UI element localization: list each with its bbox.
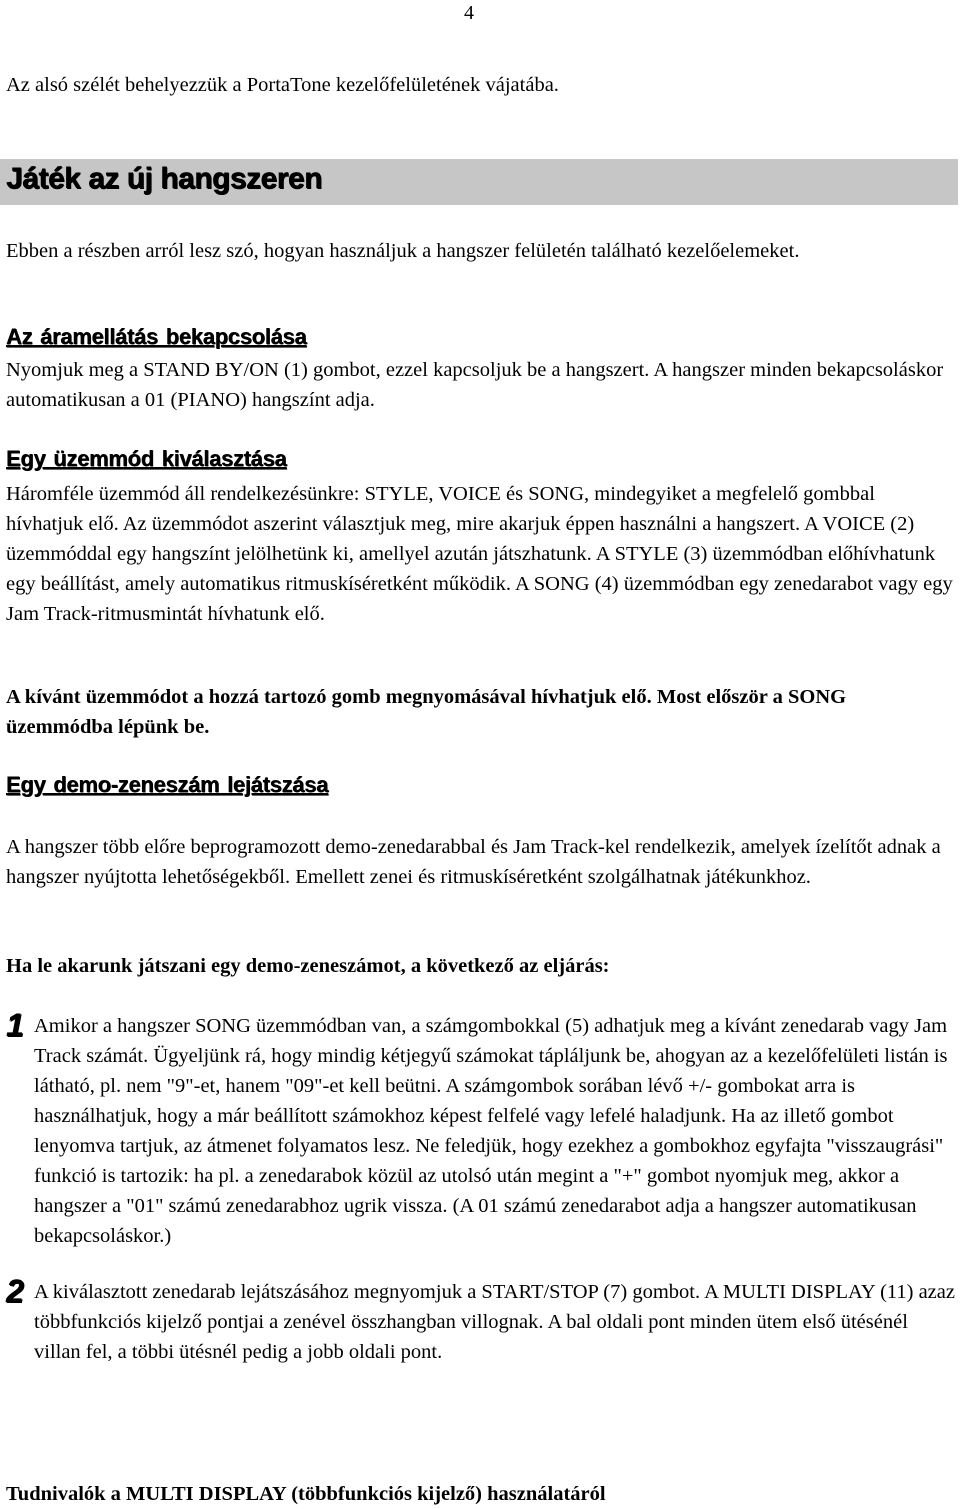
power-heading: Az áramellátás bekapcsolása <box>6 324 307 349</box>
intro-paragraph: Az alsó szélét behelyezzük a PortaTone kezelőfelületének vájatába. <box>6 74 559 96</box>
page-number: 4 <box>464 2 474 24</box>
step-number: 2 <box>6 1273 24 1309</box>
mode-heading: Egy üzemmód kiválasztása <box>6 446 287 471</box>
footer-heading: Tudnivalók a MULTI DISPLAY (többfunkciós kijelző) használatáról <box>6 1483 606 1505</box>
demo-heading: Egy demo-zeneszám lejátszása <box>6 772 329 797</box>
mode-note: A kívánt üzemmódot a hozzá tartozó gomb megnyomásával hívhatjuk elő. Most először a SONG üzemmódba lépünk be. <box>6 686 847 738</box>
section-title: Játék az új hangszeren <box>6 162 322 195</box>
procedure-heading: Ha le akarunk játszani egy demo-zeneszámot, a következő az eljárás: <box>6 955 610 977</box>
step-number: 1 <box>6 1007 24 1043</box>
mode-paragraph: Háromféle üzemmód áll rendelkezésünkre: STYLE, VOICE és SONG, mindegyiket a megfelelő gombbal hívhatjuk elő. Az üzemmódot aszerint választjuk meg, mire akarjuk éppen használni a hangszert. A VOICE (2) üzemmóddal egy hangszínt jelölhetünk ki, amellyel azután játszhatunk. A STYLE (3) üzemmódban előhívhatunk egy beállítást, amely automatikus ritmuskíséretként működik. A SONG (4) üzemmódban egy zenedarabot vagy egy Jam Track-ritmusmintát hívhatunk elő. <box>6 483 953 625</box>
section-intro-paragraph: Ebben a részben arról lesz szó, hogyan használjuk a hangszer felületén található kezelőelemeket. <box>6 240 800 262</box>
step-text: A kiválasztott zenedarab lejátszásához megnyomjuk a START/STOP (7) gombot. A MULTI DISPLAY (11) azaz többfunkciós kijelző pontjai a zenével összhangban villognak. A bal oldali pont minden ütem első ütésénél villan fel, a többi ütésnél pedig a jobb oldali pont. <box>34 1281 955 1363</box>
step-text: Amikor a hangszer SONG üzemmódban van, a számgombokkal (5) adhatjuk meg a kívánt zenedarab vagy Jam Track számát. Ügyeljünk rá, hogy mindig kétjegyű számokat tápláljunk be, ahogyan az a kezelőfelületi listán is látható, pl. nem "9"-et, hanem "09"-et kell beütni. A számgombok sorában lévő +/- gombokat arra is használhatjuk, hogy a már beállított számokhoz képest felfelé vagy lefelé haladjunk. Ha az illető gombot lenyomva tartjuk, az átmenet folyamatos lesz. Ne feledjük, hogy ezekhez a gombokhoz egyfajta "visszaugrási" funkció is tartozik: ha pl. a zenedarabok közül az utolsó után megint a "+" gombot nyomjuk meg, akkor a hangszer a "01" számú zenedarabhoz ugrik vissza. (A 01 számú zenedarabot adja a hangszer automatikusan bekapcsoláskor.) <box>34 1015 948 1247</box>
power-paragraph: Nyomjuk meg a STAND BY/ON (1) gombot, ezzel kapcsoljuk be a hangszert. A hangszer minden bekapcsoláskor automatikusan a 01 (PIANO) hangszínt adja. <box>6 359 944 411</box>
demo-paragraph: A hangszer több előre beprogramozott demo-zenedarabbal és Jam Track-kel rendelkezik, amelyek ízelítőt adnak a hangszer nyújtotta lehetőségekből. Emellett zenei és ritmuskíséretként szolgálhatnak játékunkhoz. <box>6 836 941 888</box>
